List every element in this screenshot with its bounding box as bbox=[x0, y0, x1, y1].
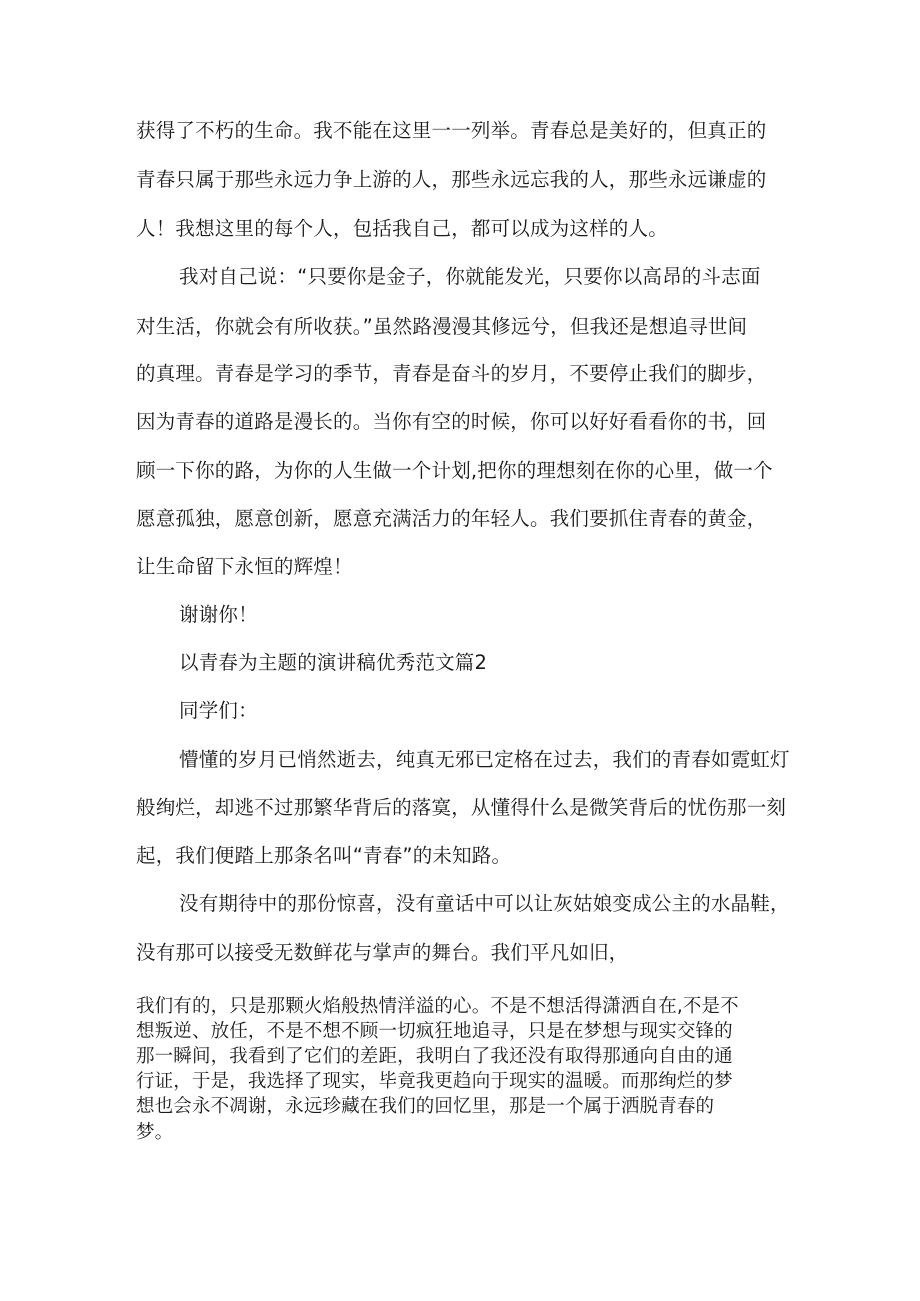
paragraph-line: 没有期待中的那份惊喜，没有童话中可以让灰姑娘变成公主的水晶鞋， bbox=[179, 892, 790, 915]
paragraph-line: 想也会永不凋谢，永远珍藏在我们的回忆里，那是一个属于洒脱青春的 bbox=[136, 1096, 715, 1117]
section-title: 以青春为主题的演讲稿优秀范文篇2 bbox=[179, 651, 488, 674]
greeting: 同学们： bbox=[179, 699, 258, 722]
paragraph-line: 愿意孤独，愿意创新，愿意充满活力的年轻人。我们要抓住青春的黄金， bbox=[136, 507, 767, 530]
paragraph-line: 行证，于是，我选择了现实，毕竟我更趋向于现实的温暖。而那绚烂的梦 bbox=[136, 1071, 733, 1092]
paragraph-line: 起，我们便踏上那条名叫“青春”的未知路。 bbox=[136, 844, 512, 867]
paragraph-line: 那一瞬间，我看到了它们的差距，我明白了我还没有取得那通向自由的通 bbox=[136, 1046, 733, 1067]
paragraph-line: 懵懂的岁月已悄然逝去，纯真无邪已定格在过去，我们的青春如霓虹灯 bbox=[179, 748, 790, 771]
paragraph-line: 人！我想这里的每个人，包括我自己，都可以成为这样的人。 bbox=[136, 217, 668, 240]
paragraph-line: 的真理。青春是学习的季节，青春是奋斗的岁月，不要停止我们的脚步， bbox=[136, 362, 767, 385]
paragraph-line: 对生活，你就会有所收获。”虽然路漫漫其修远兮，但我还是想追寻世间 bbox=[136, 315, 748, 338]
paragraph-line: 我们有的，只是那颗火焰般热情洋溢的心。不是不想活得潇洒自在,不是不 bbox=[136, 996, 739, 1017]
paragraph-line: 青春只属于那些永远力争上游的人，那些永远忘我的人，那些永远谦虚的 bbox=[136, 168, 767, 191]
closing-thanks: 谢谢你！ bbox=[179, 603, 258, 626]
paragraph-line: 获得了不朽的生命。我不能在这里一一列举。青春总是美好的，但真正的 bbox=[136, 119, 767, 142]
paragraph-line: 因为青春的道路是漫长的。当你有空的时候，你可以好好看看你的书，回 bbox=[136, 410, 767, 433]
paragraph-line: 般绚烂，却逃不过那繁华背后的落寞，从懂得什么是微笑背后的忧伤那一刻 bbox=[136, 796, 787, 819]
paragraph-line: 想叛逆、放任，不是不想不顾一切疯狂地追寻，只是在梦想与现实交锋的 bbox=[136, 1021, 733, 1042]
paragraph-line: 我对自己说：“只要你是金子，你就能发光，只要你以高昂的斗志面 bbox=[179, 265, 761, 288]
paragraph-line: 让生命留下永恒的辉煌！ bbox=[136, 555, 353, 578]
paragraph-line: 没有那可以接受无数鲜花与掌声的舞台。我们平凡如旧， bbox=[136, 941, 629, 964]
paragraph-line: 顾一下你的路，为你的人生做一个计划,把你的理想刻在你的心里，做一个 bbox=[136, 459, 773, 482]
paragraph-line: 梦。 bbox=[136, 1122, 174, 1143]
